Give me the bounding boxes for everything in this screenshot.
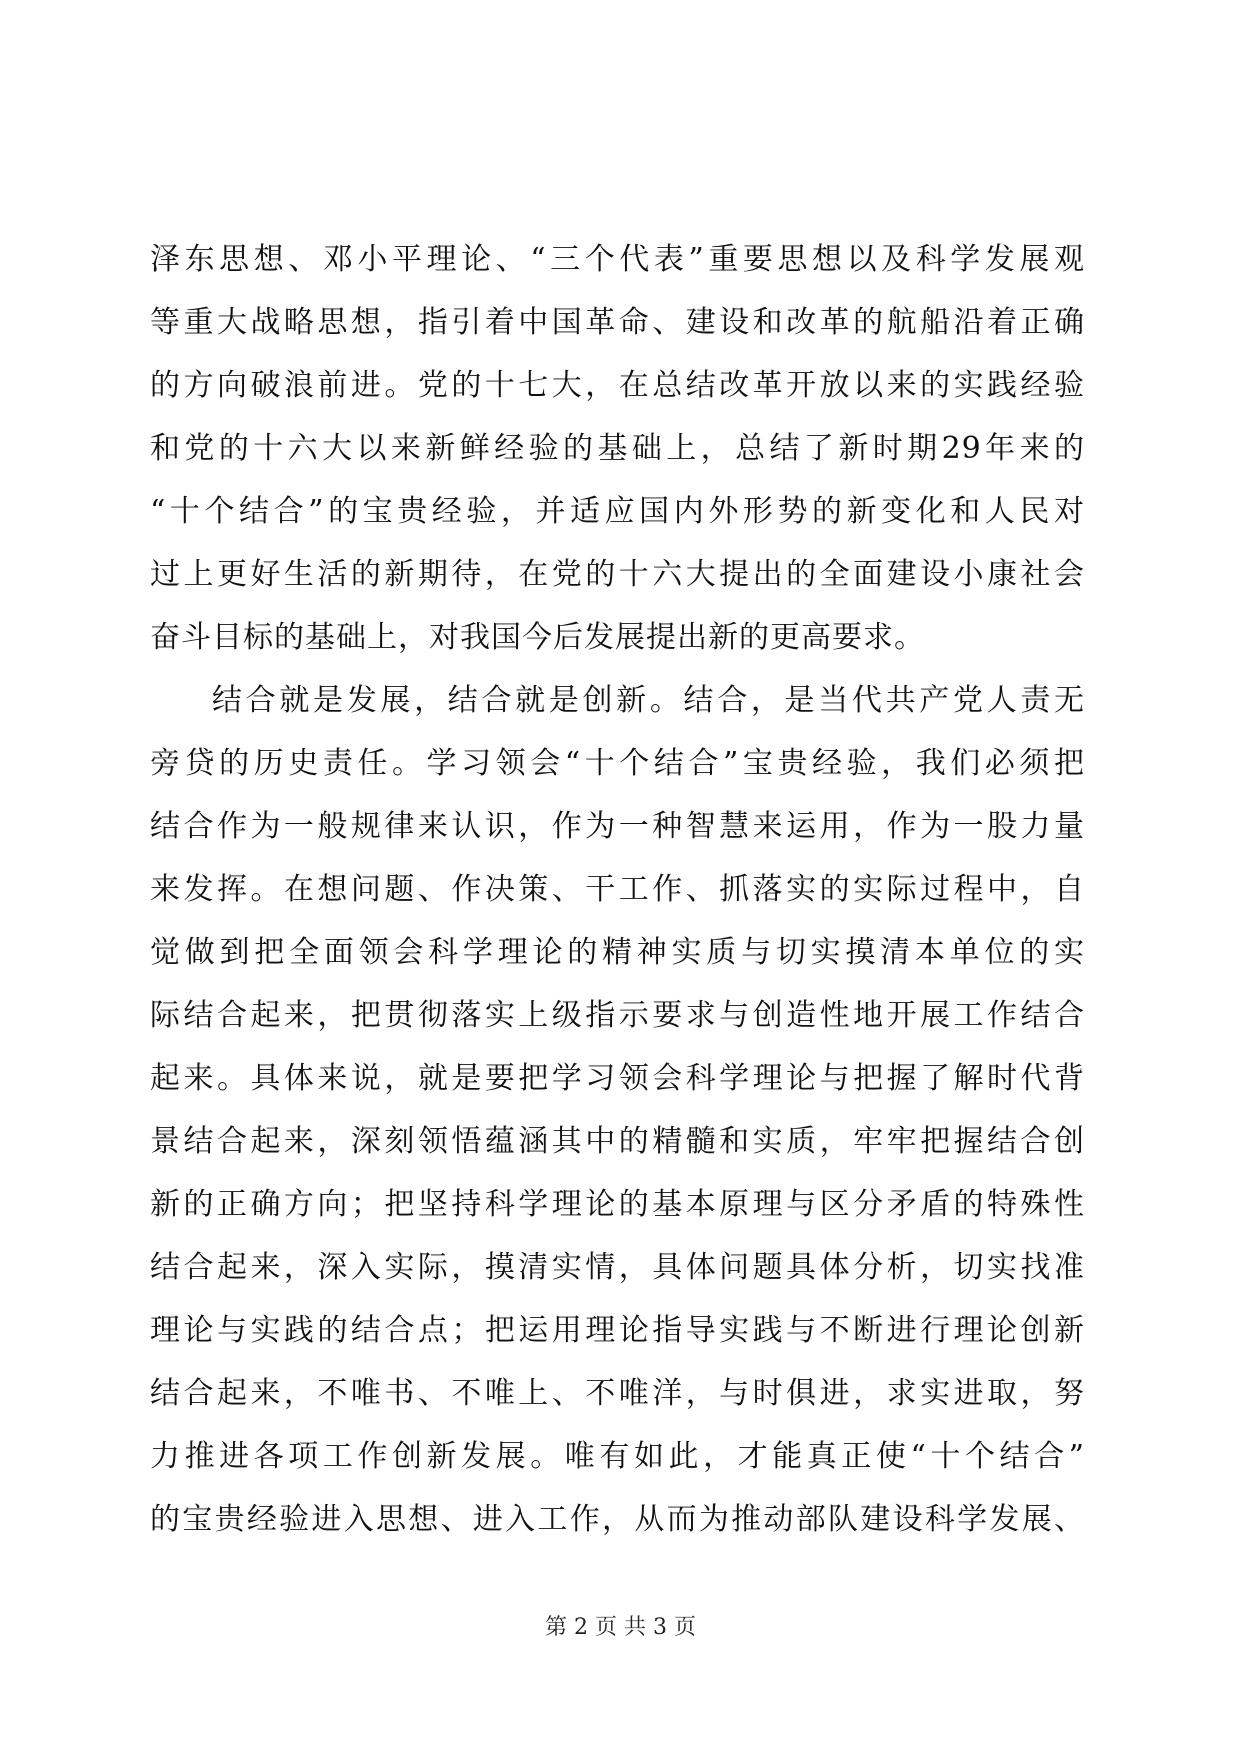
text-line: 等重大战略思想，指引着中国革命、建设和改革的航船沿着正确 (150, 305, 1085, 340)
text-line: 新的正确方向；把坚持科学理论的基本原理与区分矛盾的特殊性 (150, 1187, 1085, 1222)
text-line: 起来。具体来说，就是要把学习领会科学理论与把握了解时代背 (150, 1061, 1085, 1096)
text-line: 来发挥。在想问题、作决策、干工作、抓落实的实际过程中，自 (150, 872, 1085, 907)
text-line: 结合起来，不唯书、不唯上、不唯洋，与时俱进，求实进取，努 (150, 1376, 1085, 1411)
body-text (150, 228, 1085, 1551)
text-line: 结合作为一般规律来认识，作为一种智慧来运用，作为一股力量 (150, 809, 1085, 844)
text-line: 结合起来，深入实际，摸清实情，具体问题具体分析，切实找准 (150, 1250, 1085, 1285)
text-line: 觉做到把全面领会科学理论的精神实质与切实摸清本单位的实 (150, 935, 1085, 970)
text-line: 景结合起来，深刻领悟蕴涵其中的精髓和实质，牢牢把握结合创 (150, 1124, 1085, 1159)
text-line: 过上更好生活的新期待，在党的十六大提出的全面建设小康社会 (150, 557, 1085, 592)
page-number-footer: 第 2 页 共 3 页 (545, 1615, 696, 1640)
text-line: 和党的十六大以来新鲜经验的基础上，总结了新时期29年来的 (150, 431, 1085, 466)
paragraph-first-line: 结合就是发展，结合就是创新。结合，是当代共产党人责无 (212, 683, 1085, 718)
text-line: 的方向破浪前进。党的十七大，在总结改革开放以来的实践经验 (150, 368, 1085, 403)
text-line: 奋斗目标的基础上，对我国今后发展提出新的更高要求。 (150, 620, 925, 655)
text-line: 理论与实践的结合点；把运用理论指导实践与不断进行理论创新 (150, 1313, 1085, 1348)
text-line: 力推进各项工作创新发展。唯有如此，才能真正使“十个结合” (150, 1439, 1085, 1474)
text-line: 际结合起来，把贯彻落实上级指示要求与创造性地开展工作结合 (150, 998, 1085, 1033)
text-line: 的宝贵经验进入思想、进入工作，从而为推动部队建设科学发展、 (150, 1502, 1085, 1537)
text-line: “十个结合”的宝贵经验，并适应国内外形势的新变化和人民对 (150, 494, 1085, 529)
text-line: 泽东思想、邓小平理论、“三个代表”重要思想以及科学发展观 (150, 242, 1085, 277)
text-line: 旁贷的历史责任。学习领会“十个结合”宝贵经验，我们必须把 (150, 746, 1085, 781)
